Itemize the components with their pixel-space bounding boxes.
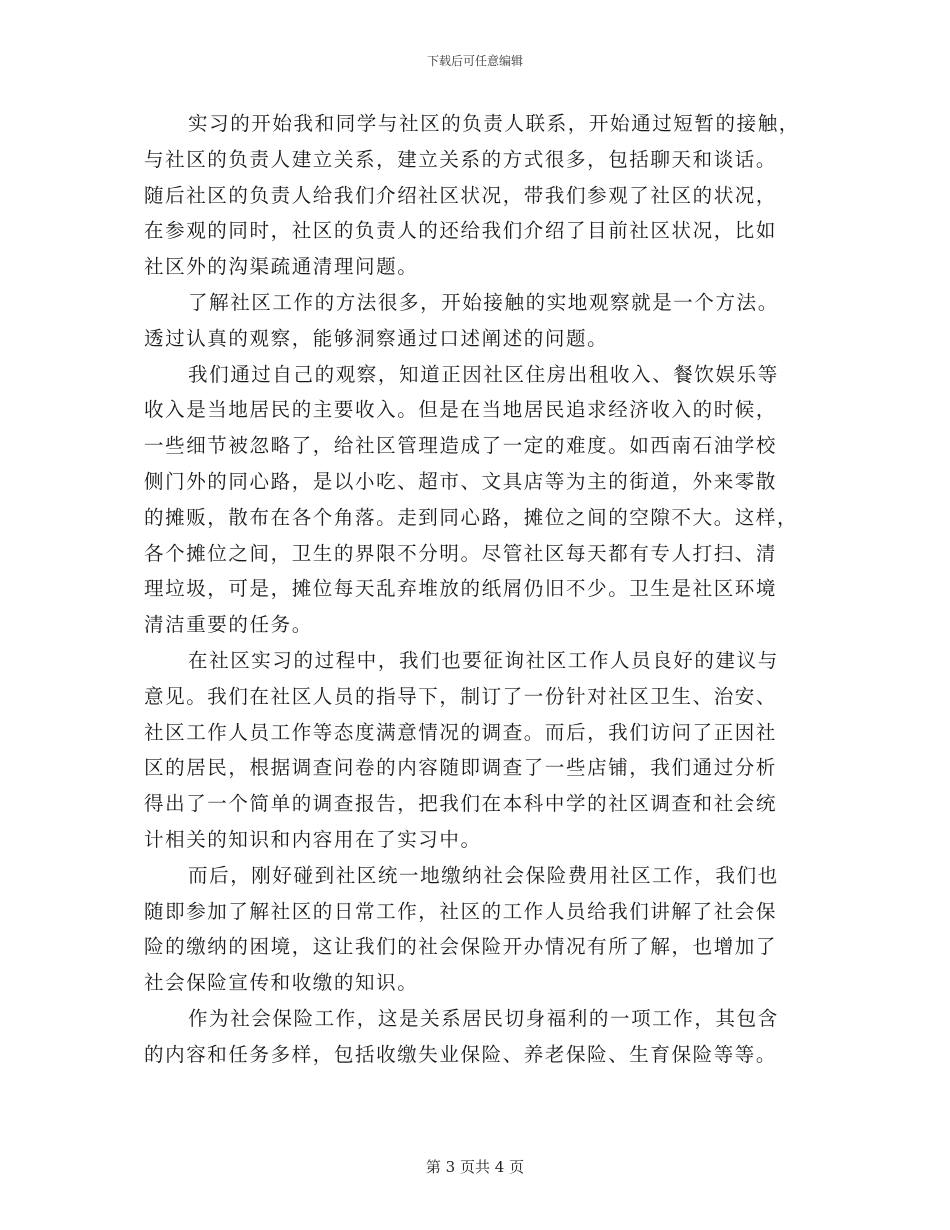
- text-line: 透过认真的观察，能够洞察通过口述阐述的问题。: [144, 326, 609, 350]
- text-line: 的摊贩，散布在各个角落。走到同心路，摊位之间的空隙不大。这样，: [144, 505, 799, 529]
- text-line: 而后，刚好碰到社区统一地缴纳社会保险费用社区工作，我们也: [188, 863, 779, 887]
- text-line: 各个摊位之间，卫生的界限不分明。尽管社区每天都有专人打扫、清: [144, 541, 778, 565]
- text-line: 社区工作人员工作等态度满意情况的调查。而后，我们访问了正因社: [144, 720, 778, 744]
- text-line: 社区外的沟渠疏通清理问题。: [144, 255, 419, 279]
- text-line: 收入是当地居民的主要收入。但是在当地居民追求经济收入的时候，: [144, 398, 778, 422]
- document-body: [144, 106, 804, 1073]
- text-line: 在社区实习的过程中，我们也要征询社区工作人员良好的建议与: [188, 648, 779, 672]
- page-number: 第 3 页共 4 页: [425, 1158, 525, 1176]
- text-line: 计相关的知识和内容用在了实习中。: [144, 827, 482, 851]
- text-line: 随后社区的负责人给我们介绍社区状况，带我们参观了社区的状况，: [144, 183, 778, 207]
- text-line: 清洁重要的任务。: [144, 613, 313, 637]
- text-line: 与社区的负责人建立关系，建立关系的方式很多，包括聊天和谈话。: [144, 147, 778, 171]
- text-line: 理垃圾，可是，摊位每天乱弃堆放的纸屑仍旧不少。卫生是社区环境: [144, 577, 778, 601]
- text-line: 随即参加了解社区的日常工作，社区的工作人员给我们讲解了社会保: [144, 899, 778, 923]
- text-line: 实习的开始我和同学与社区的负责人联系，开始通过短暂的接触，: [188, 112, 800, 135]
- text-line: 了解社区工作的方法很多，开始接触的实地观察就是一个方法。: [188, 290, 779, 314]
- text-line: 在参观的同时，社区的负责人的还给我们介绍了目前社区状况，比如: [144, 219, 778, 243]
- text-line: 险的缴纳的困境，这让我们的社会保险开办情况有所了解，也增加了: [144, 935, 778, 959]
- text-line: 一些细节被忽略了，给社区管理造成了一定的难度。如西南石油学校: [144, 434, 778, 458]
- text-line: 区的居民，根据调查问卷的内容随即调查了一些店铺，我们通过分析: [144, 756, 778, 780]
- text-line: 我们通过自己的观察，知道正因社区住房出租收入、餐饮娱乐等: [188, 362, 779, 386]
- text-line: 社会保险宣传和收缴的知识。: [144, 971, 419, 995]
- text-line: 侧门外的同心路，是以小吃、超市、文具店等为主的街道，外来零散: [144, 469, 778, 493]
- text-line: 的内容和任务多样，包括收缴失业保险、养老保险、生育保险等等。: [144, 1042, 778, 1066]
- text-line: 得出了一个简单的调查报告，把我们在本科中学的社区调查和社会统: [144, 792, 778, 816]
- text-line: 意见。我们在社区人员的指导下，制订了一份针对社区卫生、治安、: [144, 684, 778, 708]
- text-line: 作为社会保险工作，这是关系居民切身福利的一项工作，其包含: [188, 1006, 779, 1030]
- header-note: 下载后可任意编辑: [426, 54, 523, 68]
